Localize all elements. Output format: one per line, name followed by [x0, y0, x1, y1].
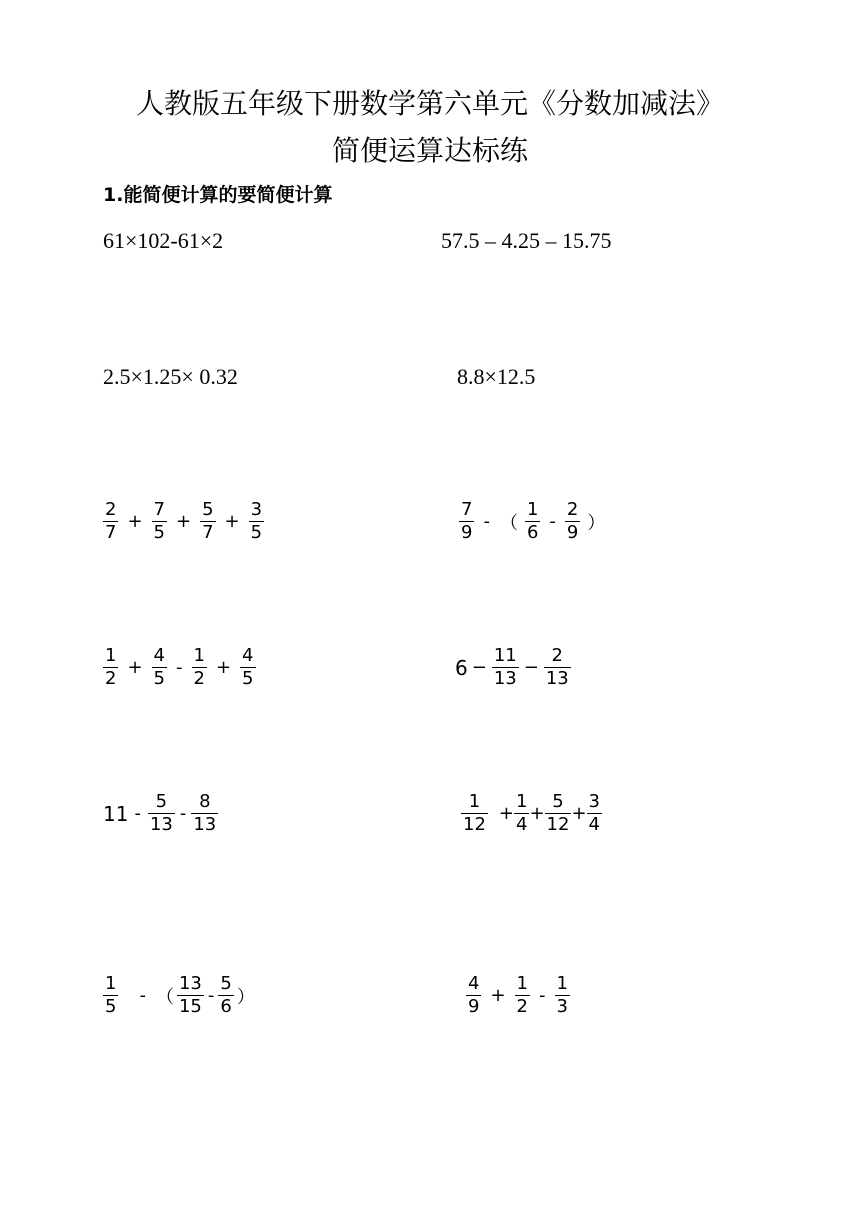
denominator: 13: [193, 814, 217, 835]
fraction: [103, 500, 118, 543]
denominator: 9: [461, 522, 473, 543]
numerator: 4: [153, 645, 165, 666]
fraction: [200, 500, 215, 543]
denominator: 5: [242, 668, 254, 689]
fraction: [459, 500, 474, 543]
denominator: 7: [105, 522, 117, 543]
fraction: [492, 646, 519, 689]
numerator: 3: [588, 791, 600, 812]
fraction: [555, 974, 570, 1017]
problem-3: 2.5×1.25× 0.32: [103, 364, 238, 389]
fraction: [515, 974, 530, 1017]
fraction: [461, 792, 488, 835]
instruction-text: 1.能简便计算的要简便计算: [103, 184, 333, 206]
problem-12: [463, 974, 573, 1017]
fraction: [177, 974, 204, 1017]
operator: -: [549, 511, 556, 532]
operator: +: [224, 511, 240, 532]
operator: +: [127, 657, 143, 678]
operator: −: [471, 657, 487, 678]
numerator: 4: [468, 973, 480, 994]
fraction: [587, 792, 602, 835]
right-paren: ）: [587, 512, 606, 534]
fraction: [218, 974, 233, 1017]
operator: -: [483, 511, 490, 532]
denominator: 15: [178, 996, 202, 1017]
operator: +: [529, 803, 545, 824]
right-paren: ）: [236, 986, 255, 1008]
problem-4: 8.8×12.5: [457, 364, 536, 389]
denominator: 12: [546, 814, 570, 835]
problem-10: [458, 792, 602, 835]
fraction: [565, 500, 580, 543]
numerator: 1: [516, 791, 528, 812]
denominator: 3: [556, 996, 568, 1017]
problem-1: 61×102-61×2: [103, 228, 224, 253]
numerator: 7: [153, 499, 165, 520]
operator: +: [498, 803, 514, 824]
denominator: 4: [516, 814, 528, 835]
problem-8: [455, 646, 574, 689]
operator: -: [134, 803, 141, 824]
operator: -: [179, 803, 187, 824]
problem-11: [100, 974, 255, 1017]
numerator: 1: [556, 973, 568, 994]
denominator: 5: [153, 522, 165, 543]
fraction: [152, 646, 167, 689]
whole-number: 6: [455, 655, 468, 680]
numerator: 2: [551, 645, 563, 666]
operator: -: [176, 657, 183, 678]
denominator: 7: [202, 522, 214, 543]
denominator: 13: [149, 814, 173, 835]
denominator: 5: [250, 522, 263, 543]
denominator: 2: [105, 668, 117, 689]
denominator: 13: [493, 668, 517, 689]
numerator: 2: [566, 499, 579, 520]
denominator: 5: [153, 668, 165, 689]
fraction: [192, 646, 207, 689]
fraction: [525, 500, 540, 543]
fraction: [249, 500, 264, 543]
operator: +: [176, 511, 192, 532]
denominator: 4: [588, 814, 600, 835]
denominator: 9: [566, 522, 579, 543]
numerator: 7: [461, 499, 473, 520]
operator: +: [215, 657, 232, 678]
operator: -: [539, 985, 546, 1006]
worksheet-title: 人教版五年级下册数学第六单元《分数加减法》: [135, 87, 724, 120]
operator: +: [571, 803, 587, 824]
fraction: [103, 646, 118, 689]
denominator: 2: [193, 668, 205, 689]
numerator: 3: [250, 499, 263, 520]
denominator: 12: [463, 814, 486, 835]
numerator: 13: [178, 973, 202, 994]
fraction: [545, 792, 572, 835]
operator: −: [523, 657, 539, 678]
denominator: 6: [526, 522, 539, 543]
denominator: 9: [468, 996, 480, 1017]
fraction: [240, 646, 255, 689]
operator: -: [207, 985, 215, 1006]
numerator: 8: [199, 791, 211, 812]
left-paren: （: [155, 986, 174, 1008]
fraction: [191, 792, 218, 835]
problem-7: [100, 646, 259, 689]
numerator: 11: [493, 645, 517, 666]
operator: -: [139, 985, 146, 1006]
problem-6: [456, 500, 609, 543]
denominator: 13: [545, 668, 569, 689]
left-paren: （: [499, 512, 518, 534]
numerator: 5: [220, 973, 232, 994]
numerator: 2: [105, 499, 117, 520]
numerator: 1: [105, 645, 117, 666]
numerator: 4: [242, 645, 254, 666]
fraction: [103, 974, 118, 1017]
fraction: [466, 974, 481, 1017]
problem-5: [100, 500, 267, 543]
numerator: 1: [193, 645, 205, 666]
operator: +: [490, 985, 506, 1006]
numerator: 1: [516, 973, 528, 994]
whole-number: 11: [103, 801, 129, 826]
numerator: 1: [105, 973, 117, 994]
numerator: 1: [526, 499, 539, 520]
denominator: 2: [516, 996, 528, 1017]
operator: +: [127, 511, 143, 532]
fraction: [544, 646, 571, 689]
numerator: 5: [202, 499, 214, 520]
problem-2: 57.5 – 4.25 – 15.75: [441, 228, 612, 253]
numerator: 5: [552, 791, 564, 812]
fraction: [514, 792, 529, 835]
fraction: [148, 792, 175, 835]
numerator: 5: [155, 791, 168, 812]
denominator: 6: [220, 996, 232, 1017]
numerator: 1: [468, 791, 481, 812]
fraction: [152, 500, 167, 543]
worksheet-subtitle: 简便运算达标练: [331, 134, 528, 167]
denominator: 5: [105, 996, 117, 1017]
problem-9: [103, 792, 221, 835]
